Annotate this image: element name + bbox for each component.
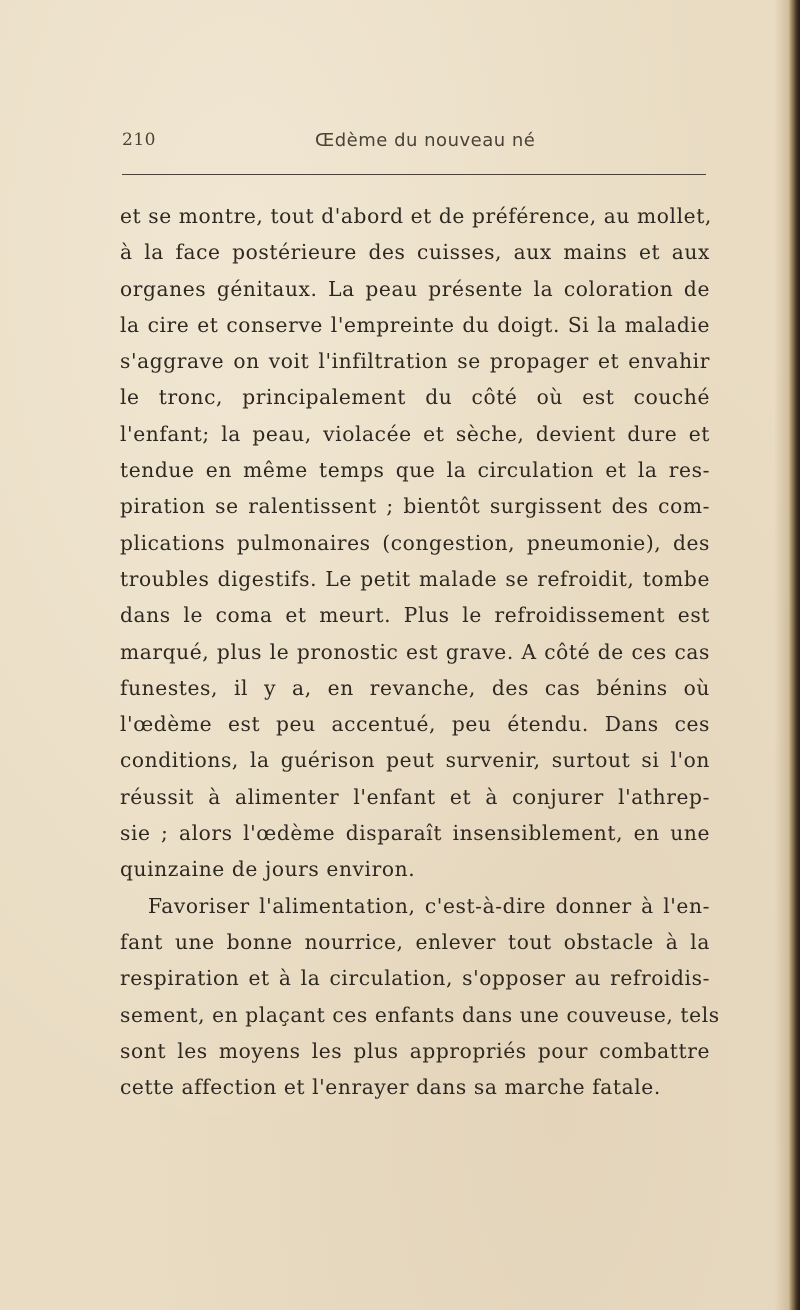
text-line: piration se ralentissent ; bientôt surgissent des com- [120, 494, 710, 519]
text-line: respiration et à la circulation, s'opposer au refroidis- [120, 966, 710, 991]
text-line: l'enfant; la peau, violacée et sèche, devient dure et [120, 421, 710, 446]
text-line: plications pulmonaires (congestion, pneumonie), des [120, 530, 710, 555]
page-number: 210 [122, 130, 156, 150]
text-line: sement, en plaçant ces enfants dans une couveuse, tels [120, 1002, 720, 1027]
text-line: sont les moyens les plus appropriés pour combattre [120, 1038, 710, 1063]
text-line: fant une bonne nourrice, enlever tout obstacle à la [120, 929, 710, 954]
paragraph-start-line: Favoriser l'alimentation, c'est-à-dire donner à l'en- [148, 893, 710, 918]
header-rule [122, 174, 706, 175]
body-text [120, 198, 720, 1105]
text-line: la cire et conserve l'empreinte du doigt. Si la maladie [120, 312, 710, 337]
text-line: funestes, il y a, en revanche, des cas bénins où [120, 675, 710, 700]
text-line: réussit à alimenter l'enfant et à conjurer l'athrep- [120, 784, 710, 809]
page-edge [788, 0, 800, 1310]
text-line: l'œdème est peu accentué, peu étendu. Dans ces [120, 712, 710, 737]
text-line: sie ; alors l'œdème disparaît insensiblement, en une [120, 821, 710, 846]
text-line: le tronc, principalement du côté où est couché [120, 385, 710, 410]
text-line: s'aggrave on voit l'infiltration se propager et envahir [120, 349, 710, 374]
running-title: Œdème du nouveau né [315, 130, 536, 151]
page-edge-shadow [774, 0, 788, 1310]
text-line: organes génitaux. La peau présente la coloration de [120, 276, 710, 301]
text-line: troubles digestifs. Le petit malade se refroidit, tombe [120, 566, 710, 591]
text-line: marqué, plus le pronostic est grave. A côté de ces cas [120, 639, 710, 664]
text-line: quinzaine de jours environ. [120, 857, 416, 882]
running-header [122, 130, 706, 158]
text-line: et se montre, tout d'abord et de préférence, au mollet, [120, 204, 712, 228]
text-line: à la face postérieure des cuisses, aux mains et aux [120, 240, 710, 265]
text-line: cette affection et l'enrayer dans sa marche fatale. [120, 1075, 661, 1100]
text-line: conditions, la guérison peut survenir, surtout si l'on [120, 748, 710, 773]
text-line: dans le coma et meurt. Plus le refroidissement est [120, 603, 710, 628]
text-line: tendue en même temps que la circulation et la res- [120, 458, 710, 483]
